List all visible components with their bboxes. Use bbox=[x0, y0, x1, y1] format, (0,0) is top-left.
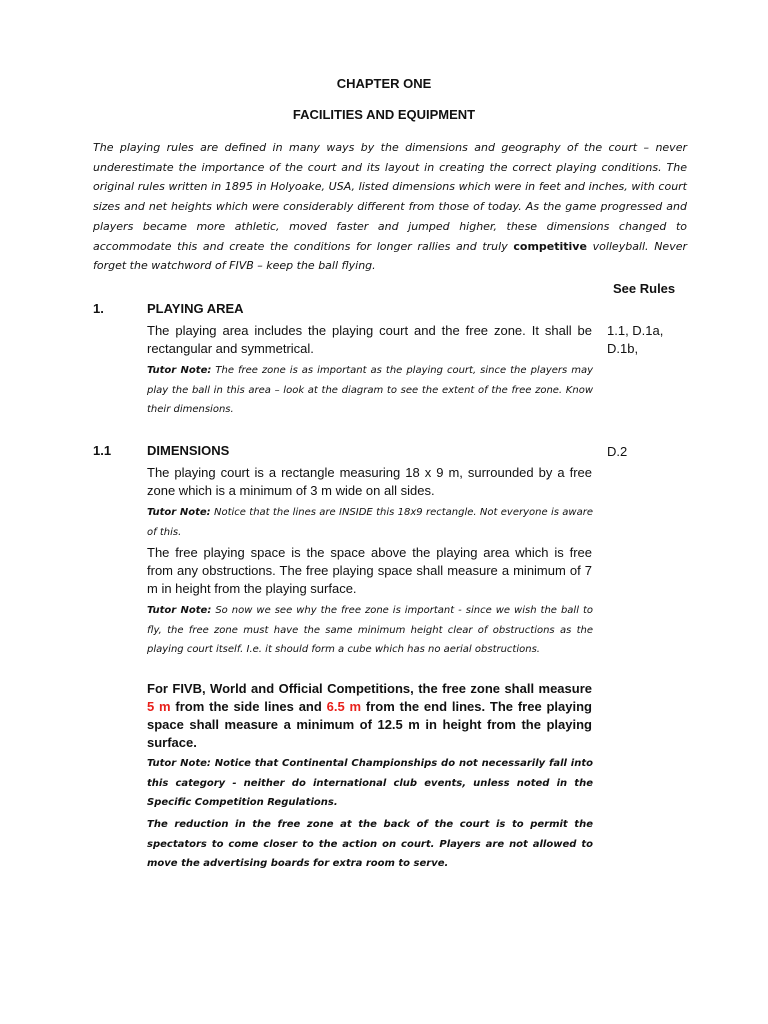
section-1-1-tutor-note-cube bbox=[147, 601, 593, 660]
tutor-note-label: Tutor Note: bbox=[147, 365, 212, 376]
section-1-1-note-free-zone-reduction: The reduction in the free zone at the back of the court is to permit the spectators to come closer to the action on court. Players are not allowed to move the advertising boards for extra room to serve. bbox=[147, 819, 593, 869]
section-1-title: PLAYING AREA bbox=[147, 301, 244, 316]
tutor-note-text: The free zone is as important as the playing court, since the players may play the ball in this area – look at the diagram to see the extent of the free zone. Know their dimensions. bbox=[147, 365, 594, 415]
intro-paragraph bbox=[93, 138, 687, 276]
fivb-rule-text-2: from the side lines and bbox=[170, 699, 327, 714]
fivb-side-line-distance: 5 m bbox=[147, 699, 171, 714]
fivb-rule-text-3: from the end lines. The free playing space shall measure a minimum of 12.5 m in height from the playing surface. bbox=[147, 699, 592, 750]
intro-bold-word: competitive bbox=[513, 239, 587, 253]
tutor-note-label: Tutor Note: bbox=[147, 507, 211, 518]
section-1-body: The playing area includes the playing court and the free zone. It shall be rectangular and symmetrical. bbox=[147, 323, 592, 356]
section-1-1-number: 1.1 bbox=[93, 443, 112, 458]
intro-text-start: The playing rules are defined in many ways by the dimensions and geography of the court – never underestimate the importance of the court and its layout in creating the correct playing conditions. The original rules written in 1895 in Holyoake, USA, listed dimensions which were in feet and inches, with court sizes and net heights which were considerably different from those of today. As the game progressed and players became more athletic, moved faster and jumped higher, these dimensions changed to accommodate this and create the conditions for longer rallies and truly bbox=[93, 141, 687, 253]
section-1-1-fivb-rule bbox=[147, 680, 592, 752]
fivb-end-line-distance: 6.5 m bbox=[326, 699, 362, 714]
section-1-1-body-court: The playing court is a rectangle measuring 18 x 9 m, surrounded by a free zone which is a minimum of 3 m wide on all sides. bbox=[147, 465, 592, 498]
section-1-ref-line2: D.1b, bbox=[607, 341, 639, 356]
section-1-1-body-free-space: The free playing space is the space above the playing area which is free from any obstructions. The free playing space shall measure a minimum of 7 m in height from the playing surface. bbox=[147, 545, 592, 596]
see-rules-heading: See Rules bbox=[613, 281, 676, 296]
section-1-1-title: DIMENSIONS bbox=[147, 443, 230, 458]
fivb-rule-text-1: For FIVB, World and Official Competitions, the free zone shall measure bbox=[147, 681, 592, 696]
intro-text-end: volleyball. Never forget the watchword of FIVB – keep the ball flying. bbox=[93, 239, 687, 273]
section-1-tutor-note bbox=[147, 361, 593, 420]
section-1-ref-line1: 1.1, D.1a, bbox=[607, 323, 664, 338]
section-1-1-ref: D.2 bbox=[607, 444, 628, 459]
tutor-note-text: So now we see why the free zone is important - since we wish the ball to fly, the free zone must have the same minimum height clear of obstructions as the playing court itself. I.e. it should form a cube which has no aerial obstructions. bbox=[147, 605, 594, 655]
section-1-1-tutor-note-continental: Tutor Note: Notice that Continental Championships do not necessarily fall into this category - neither do international club events, unless noted in the Specific Competition Regulations. bbox=[147, 758, 593, 808]
tutor-note-text: Notice that the lines are INSIDE this 18x9 rectangle. Not everyone is aware of this. bbox=[147, 507, 593, 538]
chapter-subtitle: FACILITIES AND EQUIPMENT bbox=[292, 107, 476, 122]
section-1-1-tutor-note-lines bbox=[147, 503, 593, 542]
chapter-heading: CHAPTER ONE bbox=[336, 76, 432, 91]
tutor-note-label: Tutor Note: bbox=[147, 605, 212, 616]
section-1-number: 1. bbox=[93, 301, 104, 316]
